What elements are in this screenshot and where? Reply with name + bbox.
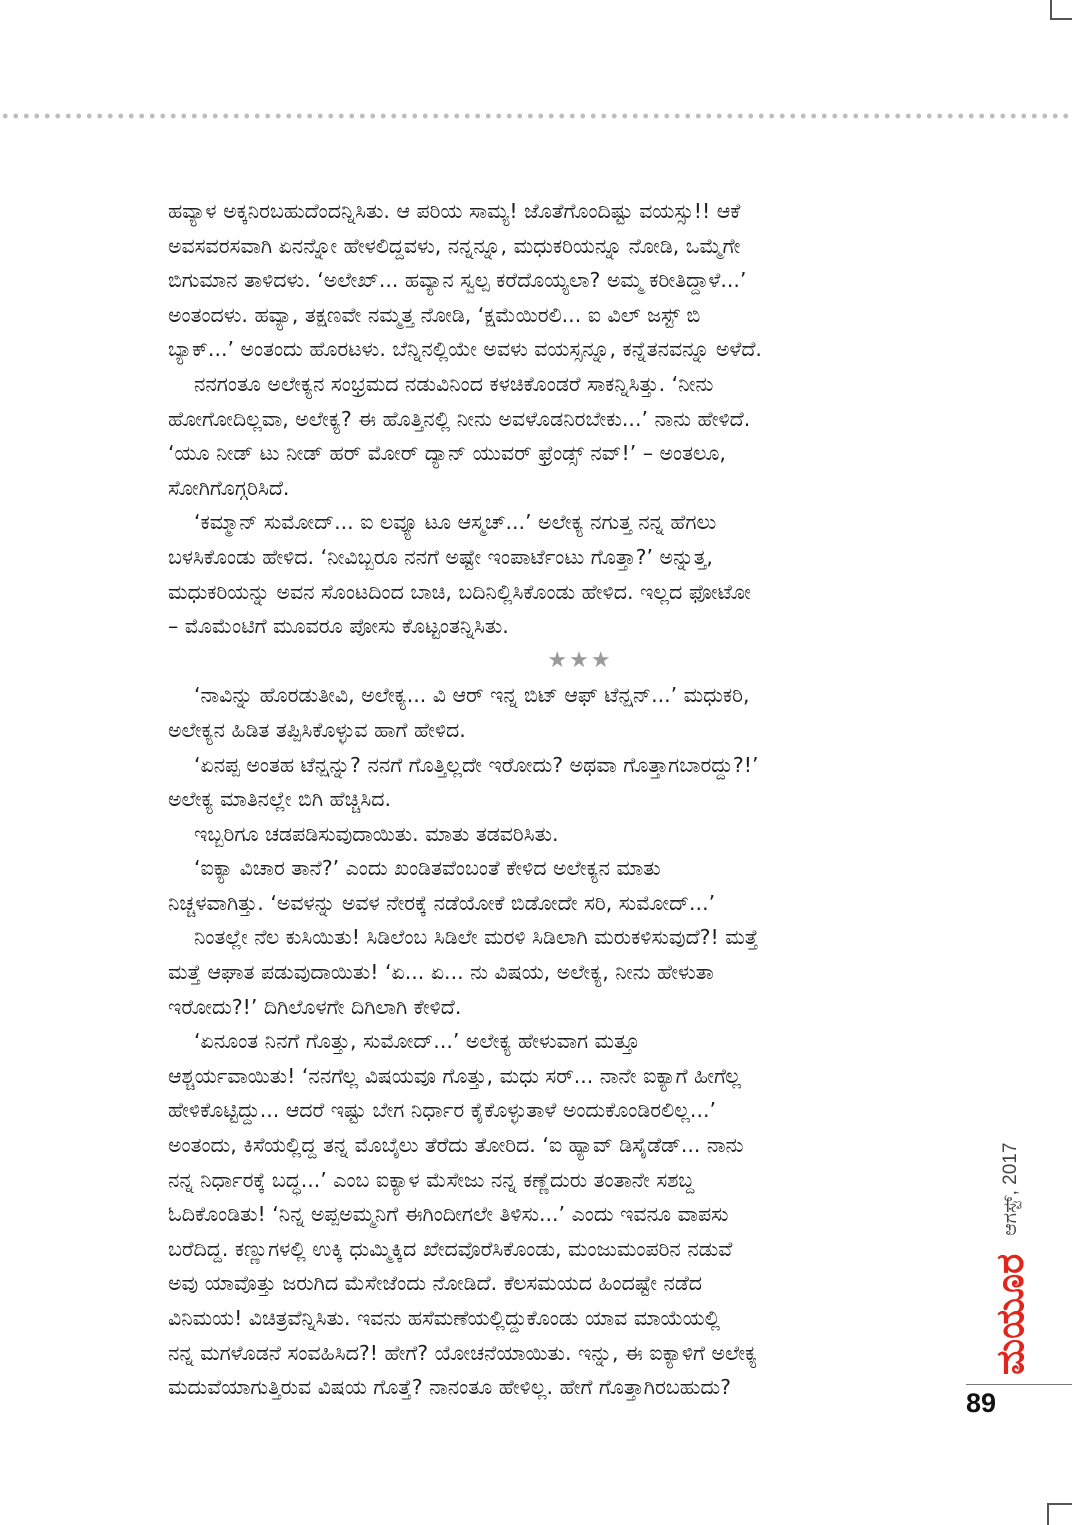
article-line: ಮತ್ತೆ ಆಘಾತ ಪಡುವುದಾಯಿತು! ‘ಏ... ಏ... ನು ವಿಷಯ, ಅಲೇಕ್ಯ, ನೀನು ಹೇಳುತಾ <box>168 960 714 985</box>
article-body <box>168 194 918 1405</box>
article-line: ಇರೋದು?!’ ದಿಗಿಲೊಳಗೇ ದಿಗಿಲಾಗಿ ಕೇಳಿದೆ. <box>168 994 462 1019</box>
article-line: ಮಧುಕರಿಯನ್ನು ಅವನ ಸೊಂಟದಿಂದ ಬಾಚಿ, ಬದಿನಿಲ್ಲಿಸಿಕೊಂಡು ಹೇಳಿದ. ಇಲ್ಲದ ಫೋಟೋ <box>168 579 751 604</box>
article-line: ಅವು ಯಾವೊತ್ತು ಜರುಗಿದ ಮೆಸೇಜೆಂದು ನೋಡಿದೆ. ಕೆಲಸಮಯದ ಹಿಂದಷ್ಟೇ ನಡೆದ <box>168 1271 703 1296</box>
article-line: ಬಿಗುಮಾನ ತಾಳಿದಳು. ‘ಅಲೇಖ್... ಹವ್ಯಾನ ಸ್ವಲ್ಪ ಕರೆದೊಯ್ಯಲಾ? ಅಮ್ಮ ಕರೀತಿದ್ದಾಳೆ...’ <box>168 268 747 293</box>
page-number: 89 <box>966 1388 997 1418</box>
article-line: ನಿಚ್ಚಳವಾಗಿತ್ತು. ‘ಅವಳನ್ನು ಅವಳ ನೇರಕ್ಕೆ ನಡೆಯೋಕೆ ಬಿಡೋದೇ ಸರಿ, ಸುಮೋದ್...’ <box>168 890 716 915</box>
article-line: ಹೇಳಿಕೊಟ್ಟಿದ್ದು... ಆದರೆ ಇಷ್ಟು ಬೇಗ ನಿರ್ಧಾರ ಕೈಕೊಳ್ಳುತಾಳೆ ಅಂದುಕೊಂಡಿರಲಿಲ್ಲ...’ <box>168 1098 716 1123</box>
article-line: ಅಲೇಕ್ಯನ ಹಿಡಿತ ತಪ್ಪಿಸಿಕೊಳ್ಳುವ ಹಾಗೆ ಹೇಳಿದ. <box>168 717 466 742</box>
article-line: ಅಂತಂದು, ಕಿಸೆಯಲ್ಲಿದ್ದ ತನ್ನ ಮೊಬೈಲು ತೆರೆದು ತೋರಿದ. ‘ಐ ಹ್ಯಾವ್ ಡಿಸೈಡೆಡ್... ನಾನು <box>168 1133 744 1158</box>
article-line: – ಮೊಮೆಂಟಿಗೆ ಮೂವರೂ ಪೋಸು ಕೊಟ್ಟಂತನ್ನಿಸಿತು. <box>168 614 509 639</box>
article-line: ವಿನಿಮಯ! ವಿಚಿತ್ರವೆನ್ನಿಸಿತು. ಇವನು ಹಸೆಮಣೆಯಲ್ಲಿದ್ದುಕೊಂಡು ಯಾವ ಮಾಯೆಯಲ್ಲಿ <box>168 1306 721 1330</box>
magazine-brand: ಮಯೂರ <box>988 1253 1032 1375</box>
article-line: ಓದಿಕೊಂಡಿತು! ‘ನಿನ್ನ ಅಪ್ಪಅಮ್ಮನಿಗೆ ಈಗಿಂದೀಗಲೇ ತಿಳಿಸು...’ ಎಂದು ಇವನೂ ವಾಪಸು <box>168 1202 729 1227</box>
article-line: ನನ್ನ ನಿರ್ಧಾರಕ್ಕೆ ಬದ್ಧ...’ ಎಂಬ ಐಕ್ಯಾಳ ಮೆಸೇಜು ನನ್ನ ಕಣ್ಣೆದುರು ತಂತಾನೇ ಸಶಬ್ದ <box>168 1167 695 1192</box>
article-line: ನನಗಂತೂ ಅಲೇಕ್ಯನ ಸಂಭ್ರಮದ ನಡುವಿನಿಂದ ಕಳಚಿಕೊಂಡರೆ ಸಾಕನ್ನಿಸಿತ್ತು. ‘ನೀನು <box>194 371 714 396</box>
section-separator: ★★★ <box>547 647 613 673</box>
article-line: ಸೋಗಿಗೊಗ್ಗರಿಸಿದೆ. <box>168 475 290 500</box>
article-line: ಅಲೇಕ್ಯ ಮಾತಿನಲ್ಲೇ ಬಿಗಿ ಹೆಚ್ಚಿಸಿದ. <box>168 787 392 812</box>
article-line: ‘ಏನಪ್ಪ ಅಂತಹ ಟೆನ್ಷನ್ನು? ನನಗೆ ಗೊತ್ತಿಲ್ಲದೇ ಇರೋದು? ಅಥವಾ ಗೊತ್ತಾಗಬಾರದ್ದು?!’ <box>194 752 759 777</box>
magazine-sidebar <box>958 1115 1032 1380</box>
crop-mark-top <box>1050 0 1072 20</box>
article-line: ಅವಸವರಸವಾಗಿ ಏನನ್ನೋ ಹೇಳಲಿದ್ದವಳು, ನನ್ನನ್ನೂ, ಮಧುಕರಿಯನ್ನೂ ನೋಡಿ, ಒಮ್ಮೆಗೇ <box>168 233 741 258</box>
article-line: ಹವ್ಯಾಳ ಅಕ್ಕನಿರಬಹುದೆಂದನ್ನಿಸಿತು. ಆ ಪರಿಯ ಸಾಮ್ಯ! ಜೊತೆಗೊಂದಿಷ್ಟು ವಯಸ್ಸು!! ಆಕೆ <box>168 199 741 223</box>
footer-rule <box>966 1384 1072 1385</box>
article-line: ಆಶ್ಚರ್ಯವಾಯಿತು! ‘ನನಗೆಲ್ಲ ವಿಷಯವೂ ಗೊತ್ತು, ಮಧು ಸರ್... ನಾನೇ ಐಕ್ಯಾಗೆ ಹೀಗೆಲ್ಲ <box>168 1063 742 1088</box>
article-line: ಅಂತಂದಳು. ಹವ್ಯಾ, ತಕ್ಷಣವೇ ನಮ್ಮತ್ತ ನೋಡಿ, ‘ಕ್ಷಮೆಯಿರಲಿ... ಐ ವಿಲ್ ಜಸ್ಟ್ ಬಿ <box>168 302 701 327</box>
article-line: ನನ್ನ ಮಗಳೊಡನೆ ಸಂವಹಿಸಿದ?! ಹೇಗೆ? ಯೋಚನೆಯಾಯಿತು. ಇನ್ನು, ಈ ಐಕ್ಯಾಳಿಗೆ ಅಲೇಕ್ಯ <box>168 1340 758 1365</box>
dotted-header-rule <box>0 112 1072 120</box>
crop-mark-bottom <box>1047 1503 1072 1525</box>
article-line: ನಿಂತಲ್ಲೇ ನೆಲ ಕುಸಿಯಿತು! ಸಿಡಿಲೆಂಬ ಸಿಡಿಲೇ ಮರಳಿ ಸಿಡಿಲಾಗಿ ಮರುಕಳಿಸುವುದೆ?! ಮತ್ತೆ <box>194 925 759 950</box>
sidebar-rotated-text <box>988 1143 1033 1375</box>
article-line: ಮದುವೆಯಾಗುತ್ತಿರುವ ವಿಷಯ ಗೊತ್ತೆ? ನಾನಂತೂ ಹೇಳಿಲ್ಲ. ಹೇಗೆ ಗೊತ್ತಾಗಿರಬಹುದು? <box>168 1375 732 1400</box>
article-line: ಬಳಸಿಕೊಂಡು ಹೇಳಿದ. ‘ನೀವಿಬ್ಬರೂ ನನಗೆ ಅಷ್ಟೇ ಇಂಪಾರ್ಟೆಂಟು ಗೊತ್ತಾ?’ ಅನ್ನುತ್ತ, <box>168 544 713 569</box>
article-line: ‘ಯೂ ನೀಡ್ ಟು ನೀಡ್ ಹರ್ ಮೋರ್ ದ್ಯಾನ್ ಯುವರ್ ಫ್ರೆಂಡ್ಸ್ ನವ್!’ – ಅಂತಲೂ, <box>168 441 726 466</box>
issue-date: ಆಗಸ್ಟ್, 2017 <box>999 1142 1021 1236</box>
article-line: ಬರೆದಿದ್ದ. ಕಣ್ಣುಗಳಲ್ಲಿ ಉಕ್ಕಿ ಧುಮ್ಮಿಕ್ಕಿದ ಖೇದವೊರೆಸಿಕೊಂಡು, ಮಂಜುಮಂಪರಿನ ನಡುವೆ <box>168 1236 733 1261</box>
article-line: ‘ಕಮ್ಮಾನ್ ಸುಮೋದ್... ಐ ಲವ್ಯೂ ಟೂ ಆಸ್ಮಚ್...’ ಅಲೇಕ್ಯ ನಗುತ್ತ ನನ್ನ ಹೆಗಲು <box>194 510 717 535</box>
article-line: ಹೋಗೋದಿಲ್ಲವಾ, ಅಲೇಕ್ಯ? ಈ ಹೊತ್ತಿನಲ್ಲಿ ನೀನು ಅವಳೊಡನಿರಬೇಕು...’ ನಾನು ಹೇಳಿದೆ. <box>168 406 751 431</box>
article-line: ಇಬ್ಬರಿಗೂ ಚಡಪಡಿಸುವುದಾಯಿತು. ಮಾತು ತಡವರಿಸಿತು. <box>194 821 559 846</box>
article-line: ಬ್ಯಾಕ್...’ ಅಂತಂದು ಹೊರಟಳು. ಬೆನ್ನಿನಲ್ಲಿಯೇ ಅವಳು ವಯಸ್ಸನ್ನೂ, ಕನ್ನೆತನವನ್ನೂ ಅಳೆದೆ. <box>168 337 762 362</box>
article-line: ‘ನಾವಿನ್ನು ಹೊರಡುತೀವಿ, ಅಲೇಕ್ಯ... ವಿ ಆರ್ ಇನ್ನ ಬಿಟ್ ಆಫ್ ಟೆನ್ಷನ್...’ ಮಧುಕರಿ, <box>194 683 750 708</box>
article-line: ‘ಐಕ್ಯಾ ವಿಚಾರ ತಾನೆ?’ ಎಂದು ಖಂಡಿತವೆಂಬಂತೆ ಕೇಳಿದ ಅಲೇಕ್ಯನ ಮಾತು <box>194 856 661 881</box>
article-line: ‘ಏನೂಂತ ನಿನಗೆ ಗೊತ್ತು, ಸುಮೋದ್...’ ಅಲೇಕ್ಯ ಹೇಳುವಾಗ ಮತ್ತೂ <box>194 1029 640 1054</box>
